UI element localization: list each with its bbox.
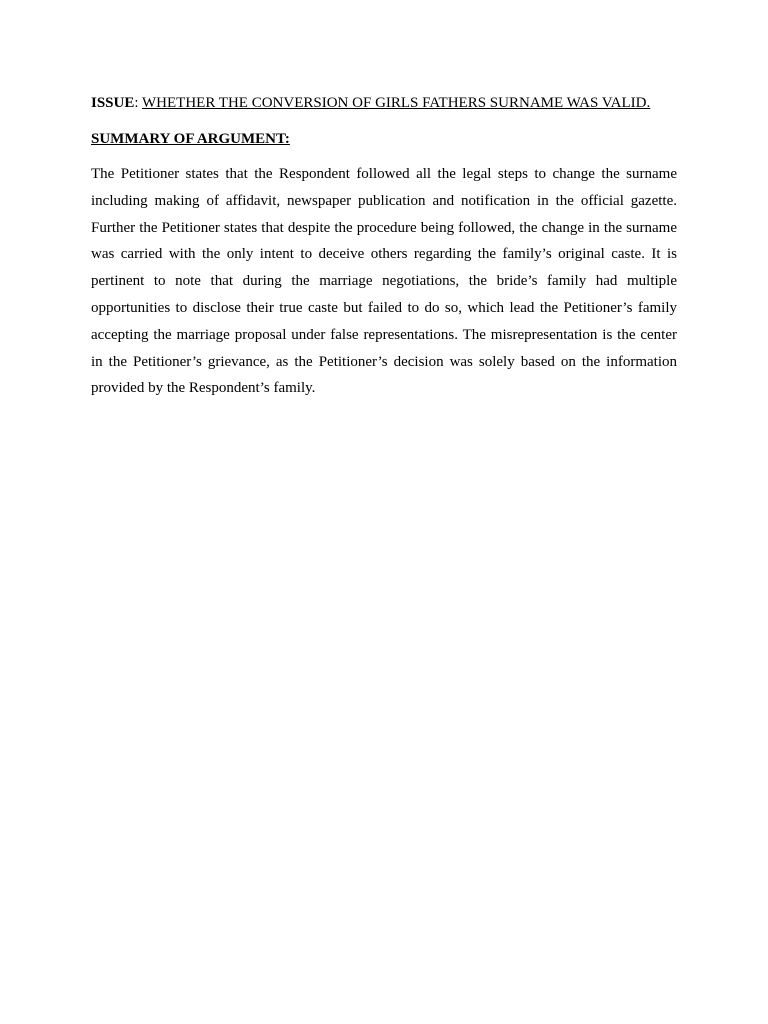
issue-label: ISSUE xyxy=(91,95,135,111)
summary-paragraph: The Petitioner states that the Respondent followed all the legal steps to change the surname including making of affidavit, newspaper publication and notification in the official gazette. Further the Petitioner states that despite the procedure being followed, the change in the surname was carried with the only intent to deceive others regarding the family’s original caste. It is pertinent to note that during the marriage negotiations, the bride’s family had multiple opportunities to disclose their true caste but failed to do so, which lead the Petitioner’s family accepting the marriage proposal under false representations. The misrepresentation is the center in the Petitioner’s grievance, as the Petitioner’s decision was solely based on the information provided by the Respondent’s family. xyxy=(91,166,677,397)
issue-line xyxy=(91,91,677,115)
summary-heading: SUMMARY OF ARGUMENT: xyxy=(91,131,290,147)
issue-text: WHETHER THE CONVERSION OF GIRLS FATHERS SURNAME WAS VALID. xyxy=(142,95,651,111)
issue-separator: : xyxy=(134,95,143,111)
document-content xyxy=(91,91,677,402)
